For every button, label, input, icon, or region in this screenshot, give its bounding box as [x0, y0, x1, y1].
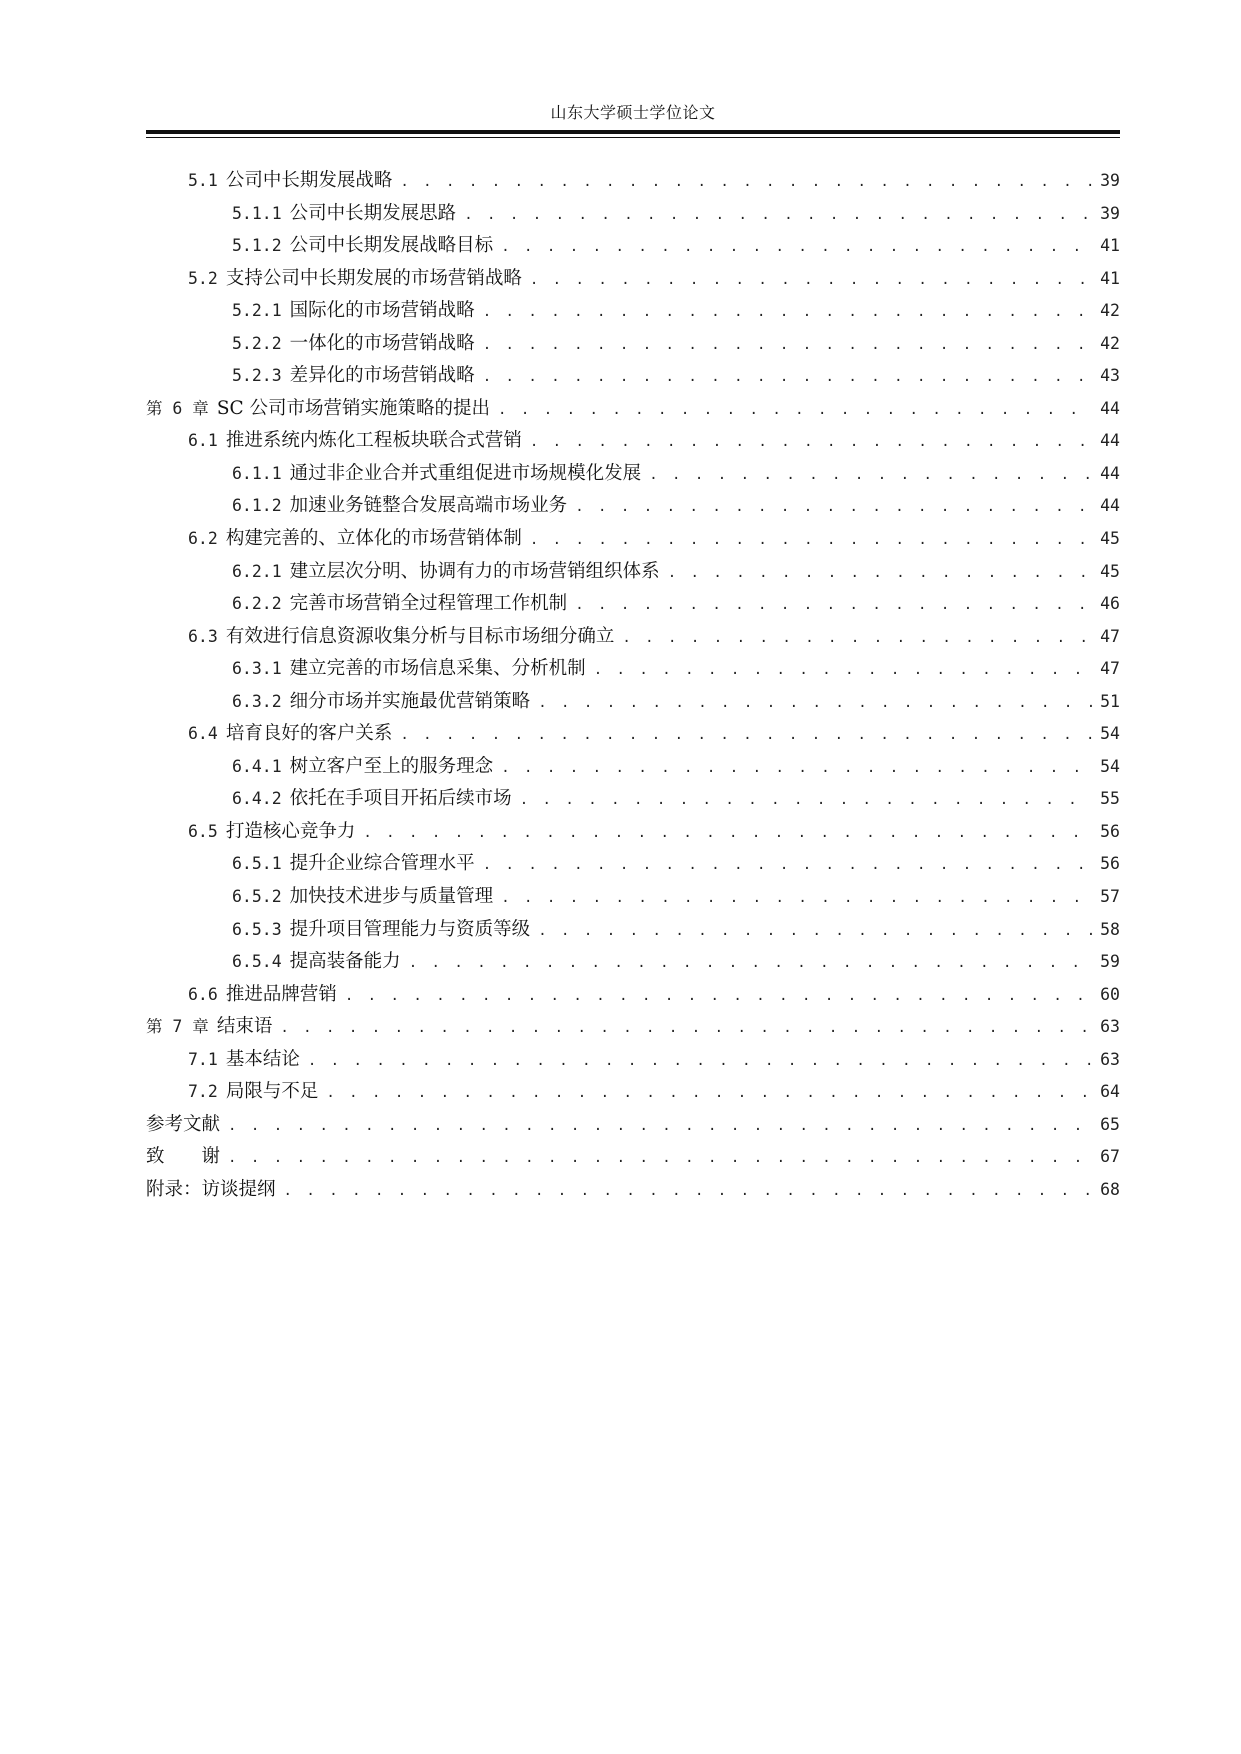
toc-entry[interactable]: [146, 588, 1120, 621]
toc-entry[interactable]: [146, 848, 1120, 881]
toc-entry-number: 5.2.3: [232, 366, 282, 386]
toc-entry-number: 7.1: [188, 1049, 218, 1069]
toc-dot-leader: [575, 589, 1092, 622]
toc-entry-number: 6.6: [188, 984, 218, 1004]
toc-entry[interactable]: [146, 783, 1120, 816]
toc-entry-page: 46: [1100, 594, 1120, 614]
toc-entry-number: 6.4.1: [232, 756, 282, 776]
toc-entry-page: 47: [1100, 659, 1120, 679]
toc-entry-title: 构建完善的、立体化的市场营销体制: [225, 528, 522, 550]
toc-entry-page: 42: [1100, 301, 1120, 321]
toc-entry-page: 60: [1100, 984, 1120, 1004]
toc-entry-page: 42: [1100, 333, 1120, 353]
toc-dot-leader: [538, 687, 1092, 720]
toc-entry-page: 44: [1100, 431, 1120, 451]
toc-entry-title: 加快技术进步与质量管理: [289, 886, 494, 908]
toc-entry-number: 6.3.1: [232, 659, 282, 679]
toc-entry[interactable]: [146, 751, 1120, 784]
toc-entry-page: 44: [1100, 463, 1120, 483]
toc-entry-page: 39: [1100, 171, 1120, 190]
toc-entry-title: 细分市场并实施最优营销策略: [289, 690, 531, 712]
toc-entry[interactable]: [146, 881, 1120, 914]
toc-entry-number: 5.2.2: [232, 333, 282, 353]
toc-entry-title: 依托在手项目开拓后续市场: [289, 788, 512, 810]
toc-entry-number: 6.2.1: [232, 561, 282, 581]
toc-entry[interactable]: [146, 946, 1120, 979]
toc-entry-page: 44: [1100, 496, 1120, 516]
toc-dot-leader: [520, 784, 1092, 817]
toc-dot-leader: [530, 264, 1092, 297]
toc-entry-number: 5.1.2: [232, 236, 282, 256]
toc-entry-title: 通过非企业合并式重组促进市场规模化发展: [289, 462, 642, 484]
toc-entry[interactable]: [146, 621, 1120, 654]
toc-dot-leader: [284, 1175, 1092, 1208]
toc-dot-leader: [409, 947, 1092, 980]
toc-entry-page: 67: [1100, 1147, 1120, 1167]
toc-entry-number: 5.2.1: [232, 301, 282, 321]
toc-entry-title: 一体化的市场营销战略: [289, 332, 475, 354]
toc-dot-leader: [594, 654, 1092, 687]
toc-entry[interactable]: [146, 686, 1120, 719]
toc-entry-title: 基本结论: [225, 1048, 300, 1070]
toc-entry-number: 5.1.1: [232, 203, 282, 223]
toc-entry-page: 65: [1100, 1114, 1120, 1134]
toc-dot-leader: [308, 1045, 1092, 1078]
toc-entry-title: 局限与不足: [225, 1081, 319, 1103]
toc-dot-leader: [483, 296, 1092, 329]
toc-entry-page: 57: [1100, 887, 1120, 907]
toc-entry-number: 6.1: [188, 431, 218, 451]
toc-dot-leader: [538, 915, 1092, 948]
toc-entry-page: 63: [1100, 1049, 1120, 1069]
toc-entry[interactable]: [146, 458, 1120, 491]
toc-entry[interactable]: [146, 198, 1120, 231]
header-rule-thin: [146, 137, 1120, 138]
toc-entry-number: 6.5: [188, 821, 218, 841]
toc-entry-title: 附录：访谈提纲: [146, 1178, 276, 1200]
toc-entry-page: 41: [1100, 236, 1120, 256]
toc-entry-page: 45: [1100, 529, 1120, 549]
toc-dot-leader: [400, 719, 1092, 752]
toc-entry[interactable]: [146, 360, 1120, 393]
toc-entry-page: 59: [1100, 952, 1120, 972]
toc-entry[interactable]: [146, 523, 1120, 556]
toc-entry-page: 68: [1100, 1179, 1120, 1199]
toc-entry[interactable]: [146, 914, 1120, 947]
toc-entry-title: 公司中长期发展思路: [289, 202, 457, 224]
toc-entry-title: 完善市场营销全过程管理工作机制: [289, 593, 568, 615]
toc-dot-leader: [228, 1110, 1092, 1143]
toc-dot-leader: [345, 980, 1092, 1013]
toc-dot-leader: [649, 459, 1092, 492]
toc-dot-leader: [501, 231, 1092, 264]
toc-entry[interactable]: [146, 328, 1120, 361]
toc-entry-page: 43: [1100, 366, 1120, 386]
toc-entry-number: 6.1.2: [232, 496, 282, 516]
toc-entry-page: 58: [1100, 919, 1120, 939]
toc-entry-number: 5.2: [188, 268, 218, 288]
toc-entry[interactable]: [146, 556, 1120, 589]
toc-dot-leader: [326, 1077, 1092, 1110]
toc-entry-number: 5.1: [188, 171, 218, 190]
toc-entry-title: 参考文献: [146, 1113, 221, 1135]
toc-entry-title: 提升项目管理能力与资质等级: [289, 918, 531, 940]
toc-entry-page: 39: [1100, 203, 1120, 223]
toc-entry-title: 培育良好的客户关系: [225, 723, 393, 745]
toc-dot-leader: [228, 1142, 1092, 1175]
toc-entry-page: 45: [1100, 561, 1120, 581]
toc-entry-title: 公司中长期发展战略目标: [289, 235, 494, 257]
toc-entry-number: 第 6 章: [146, 398, 209, 418]
toc-dot-leader: [400, 166, 1092, 199]
toc-entry[interactable]: [146, 230, 1120, 263]
toc-entry-page: 56: [1100, 854, 1120, 874]
toc-entry-page: 51: [1100, 691, 1120, 711]
page-header: [146, 0, 1120, 168]
toc-entry-page: 44: [1100, 398, 1120, 418]
toc-entry[interactable]: [146, 1109, 1120, 1142]
toc-entry[interactable]: [146, 295, 1120, 328]
toc-dot-leader: [501, 752, 1092, 785]
toc-entry[interactable]: [146, 1141, 1120, 1174]
toc-entry[interactable]: [146, 1174, 1120, 1207]
toc-entry-title: 支持公司中长期发展的市场营销战略: [225, 267, 522, 289]
toc-entry-page: 64: [1100, 1082, 1120, 1102]
toc-entry[interactable]: [146, 1011, 1120, 1044]
toc-entry[interactable]: [146, 1044, 1120, 1077]
toc-dot-leader: [280, 1012, 1092, 1045]
toc-entry-number: 6.2.2: [232, 594, 282, 614]
toc-entry-page: 55: [1100, 789, 1120, 809]
toc-entry-number: 7.2: [188, 1082, 218, 1102]
toc-entry-page: 56: [1100, 821, 1120, 841]
toc-entry-number: 6.5.3: [232, 919, 282, 939]
toc-entry-title: 公司中长期发展战略: [225, 170, 393, 191]
toc-dot-leader: [498, 394, 1092, 427]
toc-entry-page: 63: [1100, 1017, 1120, 1037]
toc-entry-page: 47: [1100, 626, 1120, 646]
toc-entry-number: 6.5.4: [232, 952, 282, 972]
toc-dot-leader: [530, 524, 1092, 557]
toc-dot-leader: [530, 426, 1092, 459]
toc-entry[interactable]: [146, 490, 1120, 523]
header-title: 山东大学硕士学位论文: [550, 103, 716, 122]
toc-entry-number: 第 7 章: [146, 1017, 209, 1037]
toc-entry[interactable]: [146, 393, 1120, 426]
toc-entry-number: 6.4.2: [232, 789, 282, 809]
toc-entry-title: 建立完善的市场信息采集、分析机制: [289, 658, 586, 680]
toc-entry-title: 结束语: [216, 1016, 273, 1038]
toc-entry[interactable]: [146, 979, 1120, 1012]
toc-entry[interactable]: [146, 425, 1120, 458]
toc-entry-page: 54: [1100, 724, 1120, 744]
toc-entry[interactable]: [146, 816, 1120, 849]
toc-entry-number: 6.5.1: [232, 854, 282, 874]
toc-entry-title: 提高装备能力: [289, 951, 401, 973]
toc-dot-leader: [483, 361, 1092, 394]
toc-entry-title: 建立层次分明、协调有力的市场营销组织体系: [289, 560, 660, 582]
toc-entry-number: 6.2: [188, 529, 218, 549]
toc-dot-leader: [501, 882, 1092, 915]
toc-dot-leader: [622, 622, 1092, 655]
toc-entry-title: 加速业务链整合发展高端市场业务: [289, 495, 568, 517]
toc-dot-leader: [464, 199, 1092, 232]
toc-entry[interactable]: [146, 263, 1120, 296]
toc-entry-title: 树立客户至上的服务理念: [289, 755, 494, 777]
toc-entry[interactable]: [146, 718, 1120, 751]
toc-entry-number: 6.1.1: [232, 463, 282, 483]
toc-entry-number: 6.4: [188, 724, 218, 744]
toc-dot-leader: [483, 849, 1092, 882]
toc-entry-title: 推进系统内炼化工程板块联合式营销: [225, 430, 522, 452]
toc-entry-title: SC 公司市场营销实施策略的提出: [216, 397, 491, 419]
header-rule-thick: [146, 130, 1120, 134]
toc-entry-title: 推进品牌营销: [225, 983, 337, 1005]
toc-entry-page: 41: [1100, 268, 1120, 288]
toc-dot-leader: [668, 557, 1092, 590]
toc-entry-number: 6.5.2: [232, 887, 282, 907]
toc-entry[interactable]: [146, 165, 1120, 198]
table-of-contents: [146, 165, 1120, 1207]
toc-entry-title: 有效进行信息资源收集分析与目标市场细分确立: [225, 625, 615, 647]
toc-entry-title: 提升企业综合管理水平: [289, 853, 475, 875]
toc-dot-leader: [575, 491, 1092, 524]
toc-entry-title: 打造核心竞争力: [225, 820, 356, 842]
toc-entry-page: 54: [1100, 756, 1120, 776]
toc-dot-leader: [363, 817, 1092, 850]
toc-entry-title: 国际化的市场营销战略: [289, 300, 475, 322]
toc-entry-title: 致 谢: [146, 1146, 221, 1168]
toc-entry-number: 6.3.2: [232, 691, 282, 711]
toc-entry[interactable]: [146, 1076, 1120, 1109]
toc-dot-leader: [483, 329, 1092, 362]
toc-entry[interactable]: [146, 653, 1120, 686]
toc-entry-number: 6.3: [188, 626, 218, 646]
toc-entry-title: 差异化的市场营销战略: [289, 365, 475, 387]
